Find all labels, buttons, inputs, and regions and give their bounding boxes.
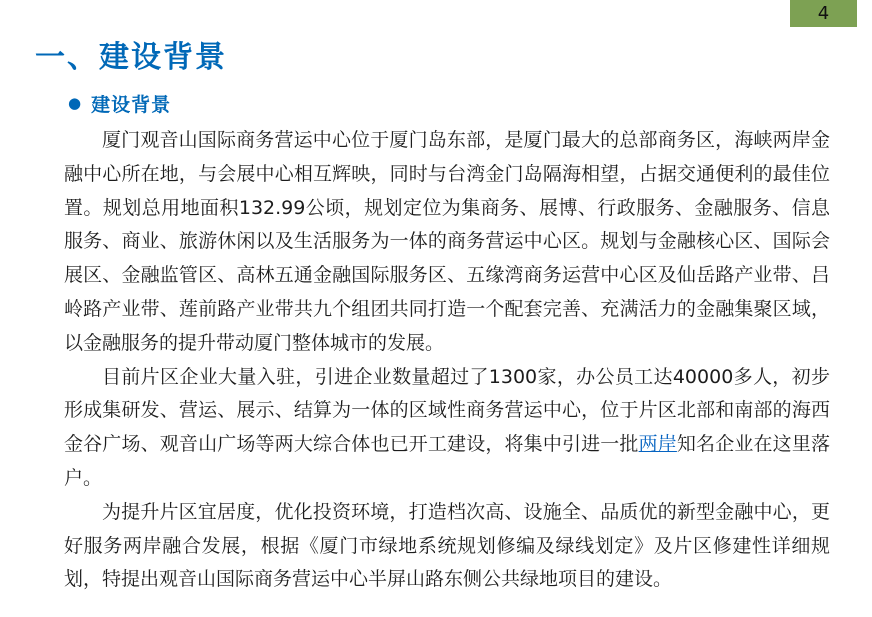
page-number: 4: [817, 3, 830, 24]
bullet-icon: ●: [68, 94, 82, 112]
page-number-badge: [790, 0, 857, 27]
section-heading-text: 建设背景: [91, 94, 172, 116]
body-text: [64, 124, 830, 597]
paragraph-2-text-before: 目前片区企业大量入驻，引进企业数量超过了1300家，办公员工达40000多人，初步形成集研发、营运、展示、结算为一体的区域性商务营运中心，位于片区北部和南部的海西金谷广场、观音山广场等两大综合体也已开工建设，将集中引进一批: [64, 365, 830, 456]
paragraph-2-text-after: 知名企业在这里落户。: [64, 433, 830, 489]
section-heading: [68, 90, 171, 117]
paragraph-1: 厦门观音山国际商务营运中心位于厦门岛东部，是厦门最大的总部商务区，海峡两岸金融中心所在地，与会展中心相互辉映，同时与台湾金门岛隔海相望，占据交通便利的最佳位置。规划总用地面积132.99公顷，规划定位为集商务、展博、行政服务、金融服务、信息服务、商业、旅游休闲以及生活服务为一体的商务营运中心区。规划与金融核心区、国际会展区、金融监管区、高林五通金融国际服务区、五缘湾商务运营中心区及仙岳路产业带、吕岭路产业带、莲前路产业带共九个组团共同打造一个配套完善、充满活力的金融集聚区域，以金融服务的提升带动厦门整体城市的发展。: [64, 129, 830, 354]
paragraph-3: 为提升片区宜居度，优化投资环境，打造档次高、设施全、品质优的新型金融中心，更好服务两岸融合发展，根据《厦门市绿地系统规划修编及绿线划定》及片区修建性详细规划，特提出观音山国际商务营运中心半屏山路东侧公共绿地项目的建设。: [64, 500, 830, 591]
paragraph-2: [64, 361, 830, 496]
liangan-link[interactable]: 两岸: [638, 433, 677, 456]
slide-title: 一、建设背景: [35, 40, 227, 75]
